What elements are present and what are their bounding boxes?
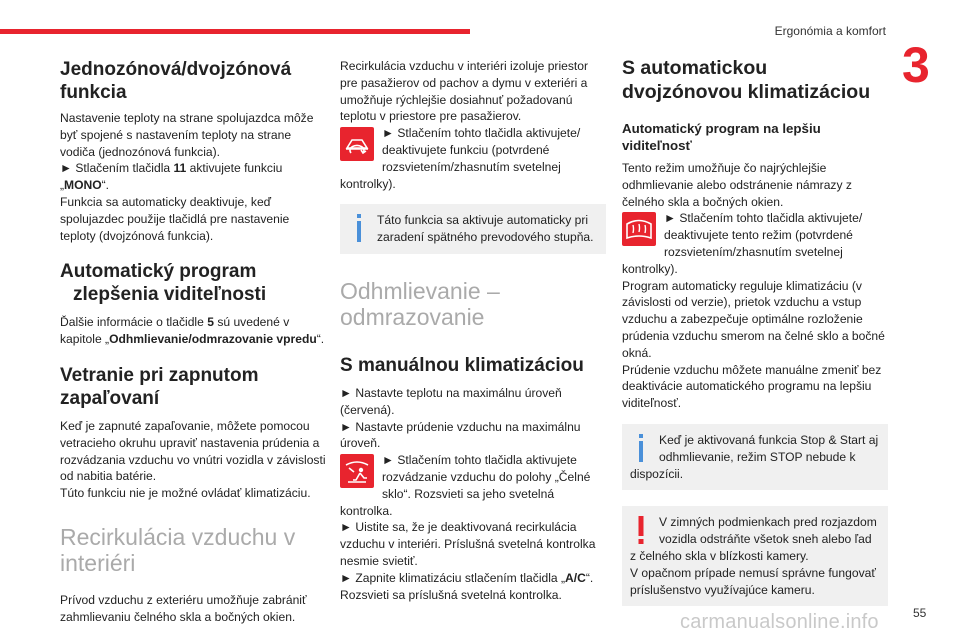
paragraph-manual-5: ► Zapnite klimatizáciu stlačením tlačidla „A/C“. Rozsvieti sa príslušná svetelná kontrolka. [340,570,594,602]
warning-icon [630,514,652,546]
warning-winter-text-2: V opačnom prípade nemusí správne fungovať príslušenstvo využívajúce kameru. [630,565,876,597]
info-reverse-text: Táto funkcia sa aktivuje automaticky pri zaradení spätného prevodového stupňa. [377,213,594,245]
heading-auto-ac: S automatickou dvojzónovou klimatizáciou [622,57,871,103]
paragraph-manual-2: ► Nastavte prúdenie vzduchu na maximálnu úroveň. [340,419,581,451]
info-stop-start-text: Keď je aktivovaná funkcia Stop & Start aj odhmlievanie, režim STOP nebude k dispozícii. [630,432,879,481]
heading-recirculation: Recirkulácia vzduchu v interiéri [60,523,296,576]
paragraph-recirculation-button: ► Stlačením tohto tlačidla aktivujete/ deaktivujete funkciu (potvrdené rozsvietením/zhasnutím svetelnej kontrolky). [340,126,581,191]
defrost-visibility-icon [622,212,656,246]
paragraph-dual-zone: Nastavenie teploty na strane spolujazdca môže byť spojené s nastavením teploty na strane vodiča (jednozónová funkcia). [60,111,314,159]
paragraph-auto-1: Tento režim umožňuje čo najrýchlejšie odhmlievanie alebo odstránenie námrazy z čelného skla a bočných okien. [622,161,852,209]
warning-box-winter [622,506,888,606]
paragraph-auto-2: ► Stlačením tohto tlačidla aktivujete/ deaktivujete tento režim (potvrdené rozsvietením/zhasnutím svetelnej kontrolky). [622,211,863,276]
paragraph-recirculation: Prívod vzduchu z exteriéru umožňuje zabrániť zahmlievaniu čelného skla a bočných okien. [60,592,307,624]
header-accent-bar [0,29,470,34]
paragraph-manual-3: ► Stlačením tohto tlačidla aktivujete rozvádzanie vzduchu do polohy „Čelné sklo“. Rozsvieti sa jeho svetelná kontrolka. [340,453,591,518]
recirculation-icon [340,127,374,161]
info-box-reverse [340,204,606,254]
windscreen-airflow-icon [340,454,374,488]
column-3 [622,52,888,606]
paragraph-press-11: ► Stlačením tlačidla 11 aktivujete funkciu [60,161,283,176]
heading-ventilation: Vetranie pri zapnutom zapaľovaní [60,364,259,409]
heading-manual-ac: S manuálnou klimatizáciou [340,354,584,376]
paragraph-auto-4: Prúdenie vzduchu môžete manuálne zmeniť bez deaktivácie automatického programu na lepšiu viditeľnosť. [622,362,882,411]
heading-auto-program: Automatický program na lepšiu viditeľnosť [622,121,821,153]
paragraph-manual-4: ► Uistite sa, že je deaktivovaná recirkulácia vzduchu v interiéri. Príslušná svetelná kontrolka nesmie svietiť. [340,520,596,568]
column-2 [340,52,606,603]
watermark: carmanualsonline.info [680,611,879,633]
section-title: Ergonómia a komfort [774,24,886,38]
info-icon [630,432,652,464]
paragraph-auto-off: Funkcia sa automaticky deaktivuje, keď spolujazdec použije tlačidlá pre nastavenie teploty (dvojzónová funkcia). [60,194,290,243]
paragraph-mono: „MONO“. [60,178,110,193]
paragraph-recirculation-2: Recirkulácia vzduchu v interiéri izoluje priestor pre pasažierov od pachov a dymu v exteriéri a umožňuje rýchlejšie dosiahnuť požadovanú teplotu v priestore pre pasažierov. [340,59,589,124]
paragraph-more-info: Ďalšie informácie o tlačidle 5 sú uvedené v kapitole „Odhmlievanie/odmrazovanie vpredu“. [60,315,325,347]
paragraph-ventilation-2: Túto funkciu nie je možné ovládať klimatizáciu. [60,486,311,501]
page-number: 55 [913,606,927,620]
paragraph-ventilation: Keď je zapnuté zapaľovanie, môžete pomocou vetracieho okruhu upraviť nastavenia prúdenia a rozvádzania vzduchu vo vnútri vozidla v závislosti od nabitia batérie. [60,418,326,484]
heading-defrost: Odhmlievanie – odmrazovanie [340,277,500,330]
heading-visibility-program: Automatický program zlepšenia viditeľnosti [60,261,267,306]
warning-winter-text: V zimných podmienkach pred rozjazdom vozidla odstráňte všetok sneh alebo ľad z čelného skla v blízkosti kamery. [630,515,877,563]
heading-dual-zone: Jednozónová/dvojzónová funkcia [60,59,292,103]
paragraph-auto-3: Program automaticky reguluje klimatizáciu (v závislosti od verzie), prietok vzduchu a vstup vzduchu a zabezpečuje optimálne rozloženie prúdenia vzduchu smerom na čelné sklo a bočné okná. [622,278,885,360]
paragraph-manual-1: ► Nastavte teplotu na maximálnu úroveň (červená). [340,385,562,417]
chapter-number: 3 [902,37,930,93]
column-1 [60,52,326,626]
info-icon [348,212,370,244]
info-box-stop-start [622,424,888,490]
